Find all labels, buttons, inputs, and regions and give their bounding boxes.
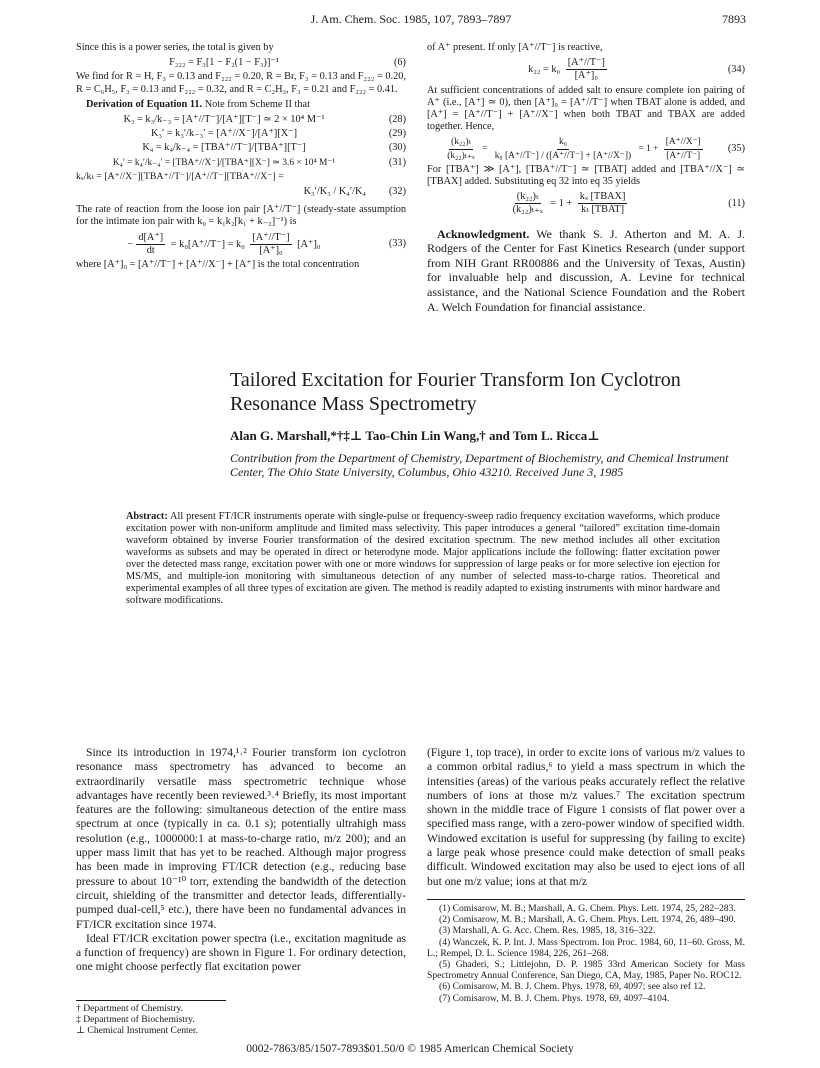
equation-35-number: (35) [727, 143, 745, 155]
body-paragraph-3: (Figure 1, top trace), in order to excite ions of various m/z values to a common orbital radius,⁶ to yield a mass spectrum in which the intensities (areas) of the various peaks accurately reflect the relative numbers of ions at those m/z values.⁷ The excitation spectrum shown in the middle trace of Figure 1 consists of flat power over a specified mass range, with a zero-power window of specified width. Windowed excitation is useful for suppressing (by failing to excite) a large peak whose presence could make detection of small peaks difficult. Windowed excitation may also be used to eject ions of all but one m/z value; ions at that m/z [427, 746, 745, 888]
tba-text: For [TBA⁺] ≫ [A⁺], [TBA⁺//T⁻] ≃ [TBAT] added and [TBA⁺//X⁻] ≃ [TBAX] added. Substituting eq 32 into eq 35 yields [427, 163, 745, 188]
acknowledgment-paragraph [427, 227, 745, 315]
equation-11 [427, 191, 745, 216]
equation-33-rhs-fraction [250, 232, 291, 257]
equation-34-numerator: [A⁺//T⁻] [566, 57, 607, 70]
reference-item: (4) Wanczek, K. P. Int. J. Mass Spectrom. Ion Proc. 1984, 60, 11–60. Gross, M. L.; Rempel, D. L. Science 1984, 226, 261–268. [427, 936, 745, 959]
equation-34 [427, 57, 745, 82]
equation-35-rhs-numerator: [A⁺//X⁻] [664, 136, 703, 149]
equation-29-number: (29) [388, 128, 406, 140]
equation-33-tail: [A⁺]₀ [297, 238, 321, 250]
equation-34-number: (34) [727, 63, 745, 75]
equation-6-body: F₂₂₂ = F₃[1 − F₂(1 − F₃)]⁻¹ [169, 57, 279, 69]
equation-30-body: K₄ = k₄/k₋₄ = [TBA⁺//T⁻]/[TBA⁺][T⁻] [142, 142, 306, 154]
body-paragraph-2: Ideal FT/ICR excitation power spectra (i.e., excitation magnitude as a function of frequency) are shown in Figure 1. For ordinary detection, one might choose perfectly flat excitation power [76, 931, 406, 974]
equation-35-lhs-numerator: (k₂₂)ₜ [449, 136, 473, 149]
acknowledgment-heading: Acknowledgment. [437, 226, 530, 241]
equation-11-number: (11) [728, 197, 745, 209]
article-title: Tailored Excitation for Fourier Transform Ion Cyclotron Resonance Mass Spectrometry [230, 369, 681, 415]
equation-31-number: (31) [388, 156, 406, 168]
equation-35 [427, 136, 745, 161]
body-right-column [427, 746, 745, 1004]
equation-33-rhs-numerator: [A⁺//T⁻] [250, 232, 291, 245]
equation-32 [76, 186, 406, 198]
abstract-heading: Abstract: [126, 511, 168, 522]
equation-32-line: kₓ/kₜ = [A⁺//X⁻][TBA⁺//T⁻]/[A⁺//T⁻][TBA⁺//X⁻] = [76, 170, 284, 182]
equation-35-lhs-denominator: (k₂₂)ₜ₊ₓ [447, 150, 475, 161]
equation-6-number: (6) [393, 57, 406, 69]
footnote-item: † Department of Chemistry. [76, 1003, 184, 1014]
journal-citation: J. Am. Chem. Soc. 1985, 107, 7893–7897 [310, 12, 512, 26]
running-header [76, 12, 746, 28]
reference-item: (6) Comisarow, M. B. J. Chem. Phys. 1978, 69, 4097; see also ref 12. [439, 981, 706, 993]
equation-34-denominator: [A⁺]₀ [574, 70, 598, 82]
equation-35-middle-numerator: k₀ [557, 136, 569, 149]
article-authors: Alan G. Marshall,*†‡⊥ Tao-Chin Lin Wang,† and Tom L. Ricca⊥ [230, 428, 600, 443]
body-paragraph-1: Since its introduction in 1974,¹˒² Fourier transform ion cyclotron resonance mass spectrometry has advanced to become an extraordinarily versatile mass spectrometric technique whose advantages have recently been reviewed.³˒⁴ Briefly, its most important features are the following: simultaneous detection of the entire mass spectrum at once (typically in ca. 0.1 s); potentially ultrahigh mass resolution (e.g., 1000000:1 at mass-to-charge ratio, m/z 200); and an upper mass limit that has yet to be reached. Although major progress has been made in improving FT/ICR detection (e.g., reducing base pressure to about 10⁻¹⁰ torr, extending the bandwidth of the detection circuit, shielding of the transmitter and detector leads, differentially-pumped dual-cell,⁵ etc.), there have been no fundamental advances in FT/ICR excitation since 1974. [76, 746, 406, 931]
reference-item: (1) Comisarow, M. B.; Marshall, A. G. Chem. Phys. Lett. 1974, 25, 282–283. [439, 902, 736, 914]
derivation-paragraph [76, 99, 406, 111]
page-number: 7893 [722, 12, 746, 26]
references-list [427, 899, 745, 1004]
equation-33-lhs-fraction [136, 232, 165, 257]
equation-33-lhs-denominator: dt [146, 244, 155, 256]
equation-33-middle: = k₀[A⁺//T⁻] = k₀ [170, 238, 245, 250]
derivation-heading: Derivation of Equation 11. [86, 98, 203, 110]
reference-item: (5) Ghaderi, S.; Littlejohn, D. P. 1985 33rd American Society for Mass Spectrometry Annual Conference, San Diego, CA, May, 1985, Paper No. ROC12. [427, 958, 745, 982]
equation-30 [76, 142, 406, 154]
equation-11-lhs-denominator: (k₂₂)ₜ₊ₓ [512, 204, 543, 216]
equation-34-fraction [566, 57, 607, 82]
equation-35-middle-denominator: k₀ [A⁺//T⁻] / ([A⁺//T⁻] + [A⁺//X⁻]) [494, 150, 632, 161]
equation-33-body: − $\frac{d[A^+]}{dt}$ = k₀[A⁺//T⁻] = k₀ $\frac{[A^+//T^-]}{\text{[A⁺]₀}}$ [A⁺]₀ [127, 231, 321, 256]
equation-32-fraction: K₃′/K₃ / K₄′/K₄ [303, 186, 366, 198]
equation-35-body: $\frac{\text{(k₂₂)ₜ}}{\text{(k₂₂)ₜ₊ₓ}}$ = $\frac{\text{k₀}}{\text{k₀ [A⁺//T⁻] / ([A⁺//T⁻] + [A⁺//X⁻])}}$ = 1 + $\frac{[A^+//X^-]}{[A^+//T^-]}$ [447, 137, 701, 161]
where-text: where [A⁺]₀ = [A⁺//T⁻] + [A⁺//X⁻] + [A⁺] is the total concentration [76, 259, 360, 271]
reference-item: (7) Comisarow, M. B. J. Chem. Phys. 1978, 69, 4097–4104. [439, 992, 670, 1004]
body-left-column [76, 746, 406, 975]
footnote-item: ⊥ Chemical Instrument Center. [76, 1025, 198, 1036]
equation-33-lhs-numerator: d[A⁺] [136, 232, 165, 245]
equation-35-lhs-fraction [445, 136, 476, 161]
equation-35-middle-fraction [493, 136, 633, 161]
equation-11-lhs-numerator: (k₂₂)ₜ [515, 191, 541, 204]
equation-28 [76, 114, 406, 126]
abstract-text: All present FT/ICR instruments operate with single-pulse or frequency-sweep radio frequency excitation waveforms, which produce excitation power with non-uniform amplitude and limited mass selectivity. This paper introduces a general “tailored” excitation time-domain waveform obtained by inverse Fourier transformation of the desired excitation spectrum. The new method includes all other excitation waveforms as subsets and may be operated in direct or heterodyne mode. Major applications include the following: flatter excitation power over the detected mass range, excitation power with one or more windows for suppression of large peaks or for more selective ion ejection for MS/MS, and multiple-ion monitoring with simultaneous detection of any number of selected mass-to-charge ratios. Theoretical and experimental examples of all three types of excitation are given. The method is readily adapted to existing instruments with minor hardware and software modifications. [126, 511, 720, 606]
right-column-top [427, 40, 745, 314]
equation-34-body [427, 57, 711, 82]
equation-35-rhs-denominator: [A⁺//T⁻] [666, 150, 701, 161]
equation-34-lhs: k₂₂ = k₀ [528, 64, 561, 76]
reference-item: (2) Comisarow, M. B.; Marshall, A. G. Chem. Phys. Lett. 1974, 26, 489–490. [439, 914, 736, 926]
derivation-text: Note from Scheme II that [202, 98, 310, 110]
copyright-line: 0002-7863/85/1507-7893$01.50/0 © 1985 American Chemical Society [246, 1043, 574, 1055]
equation-29-body: K₃′ = k₃′/k₋₃′ = [A⁺//X⁻]/[A⁺][X⁻] [150, 128, 298, 140]
equation-6 [76, 57, 406, 69]
equation-32-number: (32) [388, 186, 406, 198]
equation-11-body: $\frac{\text{(k₂₂)ₜ}}{\text{(k₂₂)ₜ₊ₓ}}$ = 1 + $\frac{\text{kₓ [TBAX]}}{\text{kₜ [TBAT]}}$ [512, 191, 626, 216]
equation-11-rhs-numerator: kₓ [TBAX] [578, 191, 628, 204]
abstract [126, 511, 720, 607]
equation-31-body: K₄′ = k₄′/k₋₄′ = [TBA⁺//X⁻]/[TBA⁺][X⁻] ≃ 3.6 × 10⁴ M⁻¹ [112, 157, 336, 168]
equation-33-number: (33) [388, 238, 406, 250]
equation-35-rhs-fraction [664, 136, 703, 161]
equation-11-rhs-fraction [578, 191, 628, 216]
equation-28-number: (28) [388, 114, 406, 126]
equation-33 [76, 232, 406, 257]
rate-text: The rate of reaction from the loose ion pair [A⁺//T⁻] (steady-state assumption for the intimate ion pair with k₀ = k₁k₂[k₁ + k₋₂]⁻¹) is [76, 204, 406, 228]
salt-text: At sufficient concentrations of added salt to ensure complete ion pairing of A⁺ (i.e., [A⁺] ≃ 0), then [A⁺]₀ = [A⁺//T⁻] when TBAT alone is added, and [A⁺] = [A⁺//T⁻] + [A⁺//X⁻] when both TBAT and TBAX are added together. Hence, [427, 84, 745, 133]
equation-30-number: (30) [388, 142, 406, 154]
footnote-item: ‡ Department of Biochemistry. [76, 1014, 195, 1025]
article-affiliation: Contribution from the Department of Chemistry, Department of Biochemistry, and Chemical Instrument Center, The Ohio State University, Columbus, Ohio 43210. Received June 3, 1985 [230, 451, 729, 479]
equation-28-body: K₃ = k₃/k₋₃ = [A⁺//T⁻]/[A⁺][T⁻] ≃ 2 × 10⁴ M⁻¹ [123, 114, 325, 126]
reference-item: (3) Marshall, A. G. Acc. Chem. Res. 1985, 18, 316–322. [439, 925, 656, 937]
equation-31 [76, 157, 406, 169]
affiliation-footnotes [76, 1000, 226, 1036]
equation-11-rhs-denominator: kₜ [TBAT] [581, 204, 625, 216]
reactive-text: of A⁺ present. If only [A⁺//T⁻] is reactive, [427, 42, 603, 53]
power-series-text: Since this is a power series, the total is given by [76, 42, 274, 53]
equation-29 [76, 128, 406, 140]
left-column-top [76, 40, 406, 274]
acknowledgment-text: We thank S. J. Atherton and M. A. J. Rodgers of the Center for Fast Kinetics Research (under support from NIH Grant RR00886 and the University of Texas, Austin) for invaluable help and discussion, A. Levine for technical assistance, and the National Science Foundation and the Robert A. Welch Foundation for financial assistance. [427, 226, 745, 314]
equation-11-lhs-fraction [511, 191, 545, 216]
results-text: We find for R = H, F₃ = 0.13 and F₂₂₂ = 0.20, R = Br, F₃ = 0.13 and F₂₂₂ = 0.20, R = C₆H₅, F₃ = 0.13 and F₂₂₂ = 0.32, and R = C₂H₃, F₃ = 0.21 and F₂₂₂ = 0.41. [76, 71, 406, 95]
equation-33-rhs-denominator: [A⁺]₀ [259, 244, 283, 256]
